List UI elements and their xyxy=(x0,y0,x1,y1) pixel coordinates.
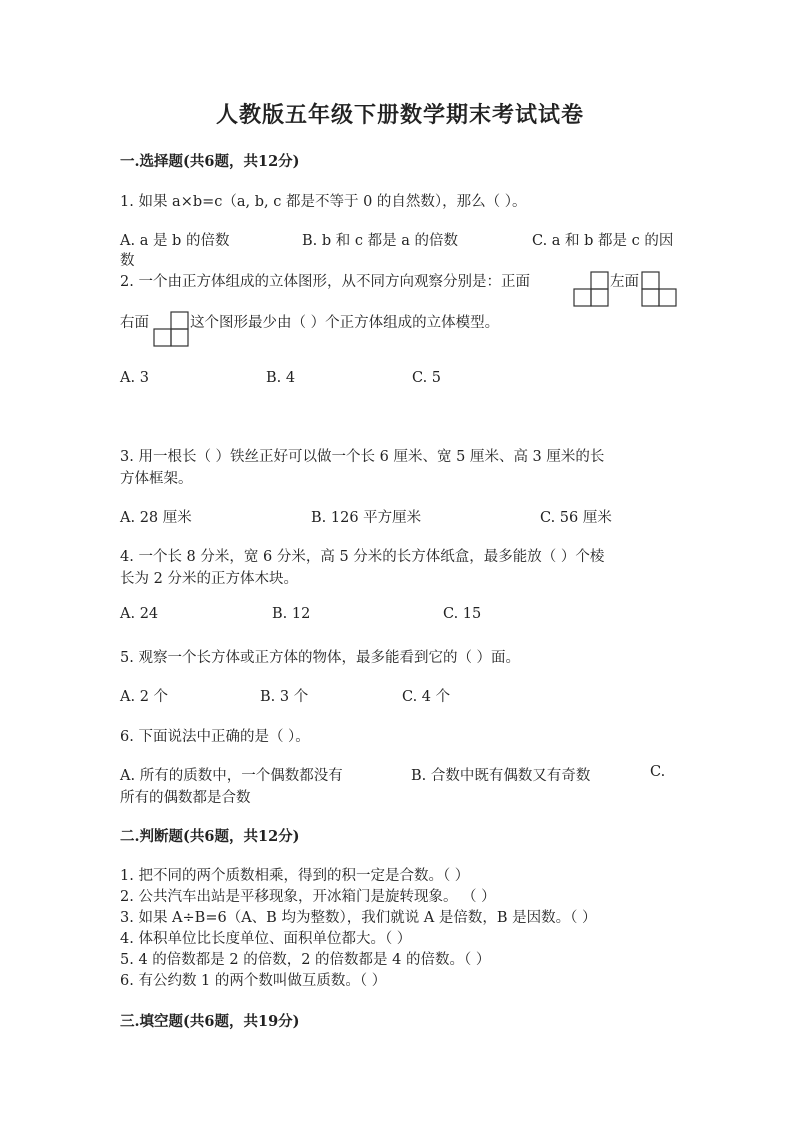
question-3-stem-line1: 3. 用一根长（ ）铁丝正好可以做一个长 6 厘米、宽 5 厘米、高 3 厘米的长 xyxy=(120,449,605,465)
question-1-option-c: C. a 和 b 都是 c 的因 xyxy=(532,233,674,249)
section-heading-fill-blank: 三.填空题(共6题，共19分) xyxy=(120,1013,300,1030)
judgement-item-3: 3. 如果 A÷B=6（A、B 均为整数），我们就说 A 是倍数，B 是因数。（ ） xyxy=(120,910,597,926)
question-4-option-b: B. 12 xyxy=(272,606,311,622)
judgement-item-1: 1. 把不同的两个质数相乘，得到的积一定是合数。（ ） xyxy=(120,868,470,884)
section-heading-judgement: 二.判断题(共6题，共12分) xyxy=(120,828,300,845)
question-3-option-c: C. 56 厘米 xyxy=(540,510,612,526)
question-1-option-b: B. b 和 c 都是 a 的倍数 xyxy=(302,233,458,249)
left-view-label: 左面 xyxy=(610,274,639,290)
question-1-option-c-wrap: 数 xyxy=(120,253,135,269)
question-5-option-a: A. 2 个 xyxy=(120,689,169,705)
question-6-option-b: B. 合数中既有偶数又有奇数 xyxy=(411,768,591,784)
right-view-figure xyxy=(153,311,189,347)
question-2-stem-part1: 2. 一个由正方体组成的立体图形，从不同方向观察分别是：正面 xyxy=(120,274,530,290)
question-2-stem-part2: 这个图形最少由（ ）个正方体组成的立体模型。 xyxy=(190,315,500,331)
judgement-item-5: 5. 4 的倍数都是 2 的倍数，2 的倍数都是 4 的倍数。（ ） xyxy=(120,952,491,968)
question-2-option-a: A. 3 xyxy=(120,370,149,386)
question-4-stem-line1: 4. 一个长 8 分米，宽 6 分米，高 5 分米的长方体纸盒，最多能放（ ）个棱 xyxy=(120,549,605,565)
question-6-option-c-wrap: 所有的偶数都是合数 xyxy=(120,790,251,806)
left-view-figure xyxy=(641,271,677,307)
question-5-stem: 5. 观察一个长方体或正方体的物体，最多能看到它的（ ）面。 xyxy=(120,650,521,666)
question-2-option-b: B. 4 xyxy=(266,370,296,386)
question-1-stem: 1. 如果 a×b=c（a, b, c 都是不等于 0 的自然数），那么（ ）。 xyxy=(120,194,527,210)
question-6-option-c: C. xyxy=(650,764,666,780)
question-3-option-b: B. 126 平方厘米 xyxy=(311,510,422,526)
front-view-figure xyxy=(573,271,609,307)
question-4-option-a: A. 24 xyxy=(120,606,159,622)
judgement-item-4: 4. 体积单位比长度单位、面积单位都大。（ ） xyxy=(120,931,412,947)
question-6-option-a: A. 所有的质数中，一个偶数都没有 xyxy=(120,768,343,784)
question-3-option-a: A. 28 厘米 xyxy=(120,510,192,526)
question-4-stem-line2: 长为 2 分米的正方体木块。 xyxy=(120,571,298,587)
right-view-label: 右面 xyxy=(120,315,149,331)
question-5-option-c: C. 4 个 xyxy=(402,689,451,705)
page-title: 人教版五年级下册数学期末考试试卷 xyxy=(215,102,584,128)
question-1-option-a: A. a 是 b 的倍数 xyxy=(120,233,230,249)
judgement-item-6: 6. 有公约数 1 的两个数叫做互质数。（ ） xyxy=(120,973,387,989)
question-2-option-c: C. 5 xyxy=(412,370,442,386)
section-heading-choice: 一.选择题(共6题，共12分) xyxy=(120,153,300,170)
question-5-option-b: B. 3 个 xyxy=(260,689,309,705)
judgement-item-2: 2. 公共汽车出站是平移现象，开冰箱门是旋转现象。 （ ） xyxy=(120,889,496,905)
question-3-stem-line2: 方体框架。 xyxy=(120,471,193,487)
question-6-stem: 6. 下面说法中正确的是（ ）。 xyxy=(120,729,310,745)
question-4-option-c: C. 15 xyxy=(443,606,482,622)
